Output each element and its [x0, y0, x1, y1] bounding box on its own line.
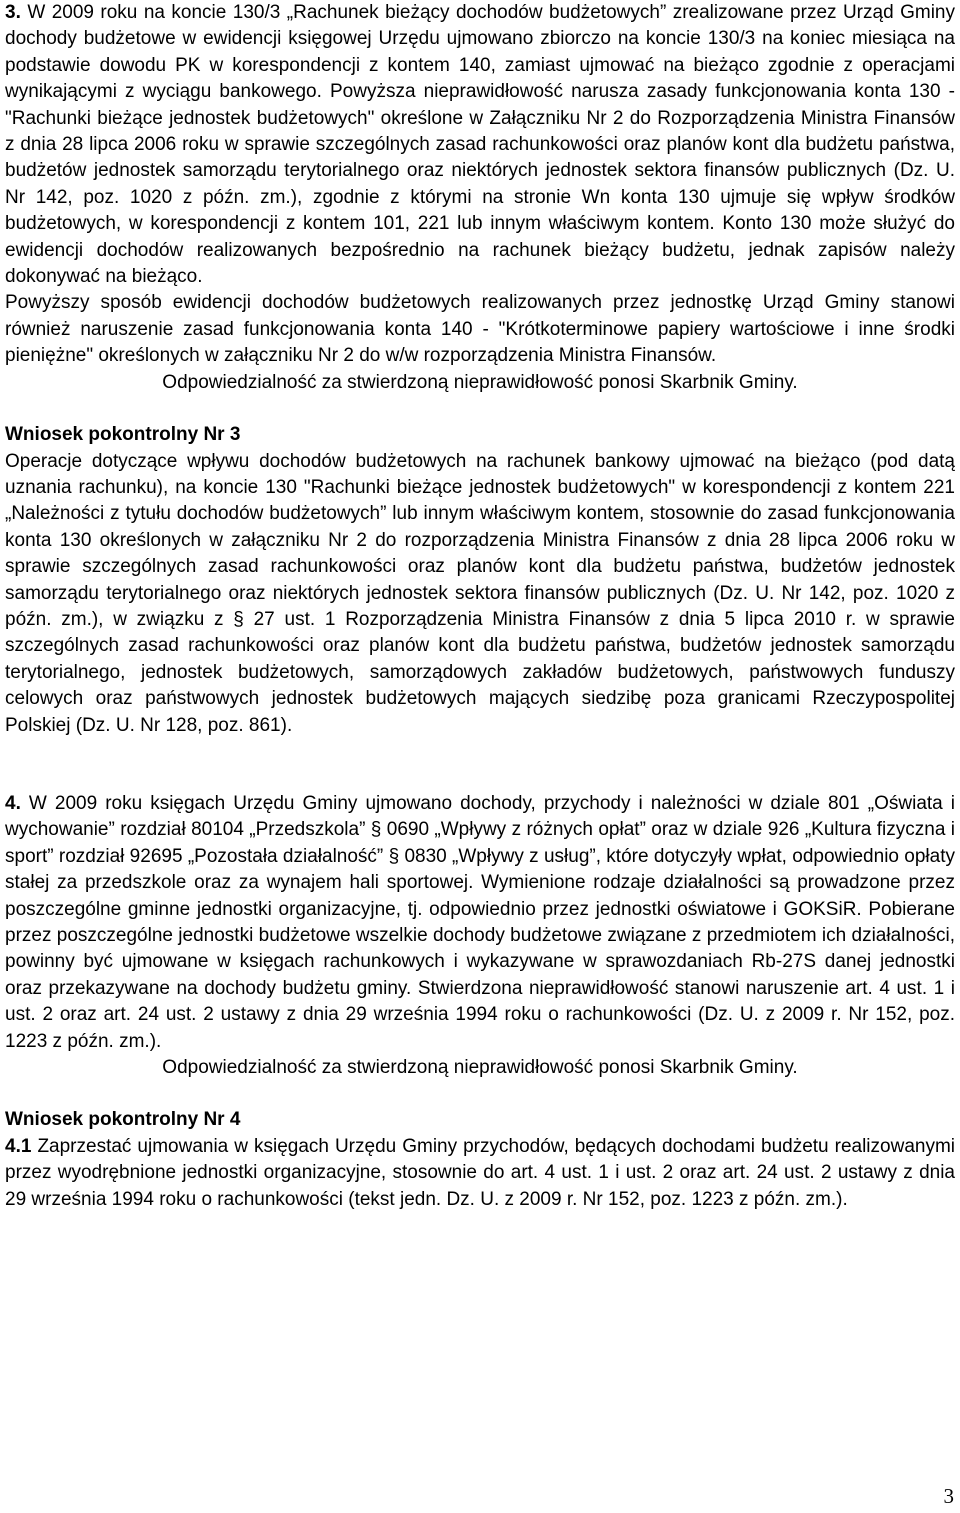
section-3-paragraph	[5, 0, 955, 290]
section-3-number: 3.	[5, 2, 21, 23]
section-4-responsibility: Odpowiedzialność za stwierdzoną nieprawidłowość ponosi Skarbnik Gminy.	[162, 1057, 798, 1079]
section-3-text: W 2009 roku na koncie 130/3 „Rachunek bieżący dochodów budżetowych” zrealizowane przez Urząd Gminy dochody budżetowe w ewidencji księgowej Urzędu ujmowano zbiorczo na koncie 130/3 na koniec miesiąca na podstawie dowodu PK w korespondencji z kontem 140, zamiast ujmować na bieżąco zgodnie z operacjami wynikającymi z wyciągu bankowego. Powyższa nieprawidłowość narusza zasady funkcjonowania konta 130 - "Rachunki bieżące jednostek budżetowych" określone w Załączniku Nr 2 do Rozporządzenia Ministra Finansów z dnia 28 lipca 2006 roku w sprawie szczególnych zasad rachunkowości oraz planów kont dla budżetu państwa, budżetów jednostek samorządu terytorialnego oraz niektórych jednostek sektora finansów publicznych (Dz. U. Nr 142, poz. 1020 z późn. zm.), zgodnie z którymi na stronie Wn konta 130 ujmuje się wpływ środków budżetowych, w korespondencji z kontem 101, 221 lub innym właściwym kontem. Konto 130 może służyć do ewidencji dochodów realizowanych bezpośrednio na rachunek bieżący budżetu, jednak zapisów należy dokonywać na bieżąco.	[5, 2, 955, 288]
spacer	[5, 1081, 955, 1107]
conclusion-4-item-text: Zaprzestać ujmowania w księgach Urzędu Gminy przychodów, będących dochodami budżetu realizowanymi przez wyodrębnione jednostki organizacyjne, stosownie do art. 4 ust. 1 i ust. 2 oraz art. 24 ust. 2 ustawy z dnia 29 września 1994 roku o rachunkowości (tekst jedn. Dz. U. z 2009 r. Nr 152, poz. 1223 z późn. zm.).	[5, 1135, 955, 1210]
spacer	[5, 396, 955, 422]
section-3-paragraph-2: Powyższy sposób ewidencji dochodów budżetowych realizowanych przez jednostkę Urząd Gminy stanowi również naruszenie zasad funkcjonowania konta 140 - "Krótkoterminowe papiery wartościowe i inne środki pieniężne" określonych w załączniku Nr 2 do w/w rozporządzenia Ministra Finansów.	[5, 292, 955, 367]
conclusion-3-text: Operacje dotyczące wpływu dochodów budżetowych na rachunek bankowy ujmować na bieżąco (pod datą uznania rachunku), na koncie 130 "Rachunki bieżące jednostek budżetowych" w korespondencji z kontem 221 „Należności z tytułu dochodów budżetowych” lub innym właściwym kontem, stosownie do zasad funkcjonowania konta 130 określonych w załączniku Nr 2 do rozporządzenia Ministra Finansów z dnia 28 lipca 2006 roku w sprawie szczególnych zasad rachunkowości oraz planów kont dla budżetu państwa, budżetów jednostek samorządu terytorialnego oraz niektórych jednostek sektora finansów publicznych (Dz. U. Nr 142, poz. 1020 z późn. zm.), w związku z § 27 ust. 1 Rozporządzenia Ministra Finansów z dnia 5 lipca 2010 r. w sprawie szczególnych zasad rachunkowości oraz planów kont dla budżetu państwa, budżetów jednostek samorządu terytorialnego, jednostek budżetowych, samorządowych zakładów budżetowych, państwowych funduszy celowych oraz państwowych jednostek budżetowych mających siedzibę poza granicami Rzeczypospolitej Polskiej (Dz. U. Nr 128, poz. 861).	[5, 450, 955, 736]
conclusion-3-heading: Wniosek pokontrolny Nr 3	[5, 424, 241, 446]
conclusion-4-item-number: 4.1	[5, 1135, 32, 1157]
document-page	[5, 0, 955, 1213]
section-4-number: 4.	[5, 792, 21, 814]
section-3-responsibility: Odpowiedzialność za stwierdzoną nieprawidłowość ponosi Skarbnik Gminy.	[162, 371, 798, 393]
conclusion-4-heading: Wniosek pokontrolny Nr 4	[5, 1109, 241, 1131]
page-number: 3	[943, 1484, 954, 1508]
conclusion-4-item	[5, 1134, 955, 1213]
section-4-text: W 2009 roku księgach Urzędu Gminy ujmowano dochody, przychody i należności w dziale 801 „Oświata i wychowanie” rozdział 80104 „Przedszkola” § 0690 „Wpływy z różnych opłat” oraz w dziale 926 „Kultura fizyczna i sport” rozdział 92695 „Pozostała działalność” § 0830 „Wpływy z usług”, które dotyczyły wpłat, odpowiednio opłaty stałej za przedszkole oraz za wynajem hali sportowej. Wymienione rodzaje działalności są prowadzone przez poszczególne gminne jednostki organizacyjne, tj. odpowiednio przez jednostki oświatowe i GOKSiR. Pobierane przez poszczególne jednostki budżetowe wszelkie dochody budżetowe związane z przedmiotem ich działalności, powinny być ujmowane w księgach rachunkowych i wykazywane w sprawozdaniach Rb-27S danej jednostki oraz przekazywane na dochody budżetu gminy. Stwierdzona nieprawidłowość stanowi naruszenie art. 4 ust. 1 i ust. 2 oraz art. 24 ust. 2 ustawy z dnia 29 września 1994 roku o rachunkowości (Dz. U. z 2009 r. Nr 152, poz. 1223 z późn. zm.).	[5, 792, 955, 1052]
section-4-paragraph	[5, 791, 955, 1055]
spacer	[5, 739, 955, 791]
